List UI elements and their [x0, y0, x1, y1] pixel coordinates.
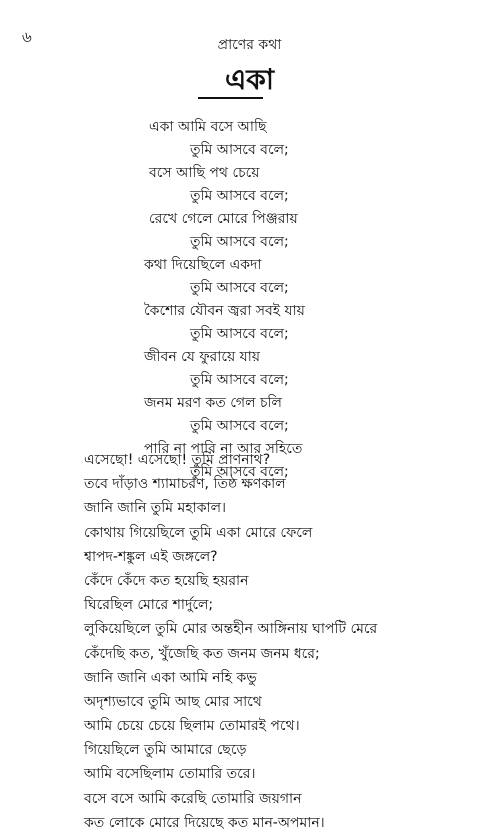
second-stanza	[84, 448, 494, 835]
refrain-verse-block	[0, 116, 499, 484]
stanza-line: অদৃশ্যভাবে তুমি আছ মোর সাথে	[84, 693, 262, 710]
stanza-line: লুকিয়েছিলে তুমি মোর অন্তহীন আঙ্গিনায় ঘাপটি মেরে	[84, 621, 378, 638]
verse-line: পারি না পারি না আর সহিতে	[144, 441, 303, 457]
stanza-line: কোথায় গিয়েছিলে তুমি একা মোরে ফেলে	[84, 524, 313, 541]
verse-line: বসে আছি পথ চেয়ে	[149, 165, 260, 181]
verse-line: তুমি আসবে বলে;	[190, 188, 289, 204]
verse-line: তুমি আসবে বলে;	[190, 280, 289, 296]
stanza-line: কেঁদেছি কত, খুঁজেছি কত জনম জনম ধরে;	[84, 645, 320, 662]
stanza-line: জানি জানি তুমি মহাকাল।	[84, 500, 227, 517]
verse-line: তুমি আসবে বলে;	[190, 372, 289, 388]
page-number: ৬	[22, 28, 32, 46]
stanza-line: বসে বসে আমি করেছি তোমারি জয়গান	[84, 790, 302, 807]
verse-line: একা আমি বসে আছি	[149, 119, 267, 135]
verse-line: তুমি আসবে বলে;	[190, 464, 289, 480]
stanza-line: তবে দাঁড়াও শ্যামাচরণ, তিষ্ঠ ক্ষণকাল	[84, 476, 286, 493]
stanza-line: আমি চেয়ে চেয়ে ছিলাম তোমারই পথে।	[84, 718, 300, 735]
stanza-line: কেঁদে কেঁদে কত হয়েছি হয়রান	[84, 572, 249, 589]
verse-line: তুমি আসবে বলে;	[190, 234, 289, 250]
verse-line: রেখে গেলে মোরে পিঞ্জরায়	[149, 211, 298, 227]
stanza-line: জানি জানি একা আমি নহি কভু	[84, 669, 257, 686]
stanza-line: ঘিরেছিল মোরে শার্দুলে;	[84, 597, 214, 614]
verse-line: কৈশোর যৌবন জ্বরা সবই যায়	[144, 303, 305, 319]
verse-line: জীবন যে ফুরায়ে যায়	[144, 349, 261, 365]
stanza-line: এসেছো! এসেছো! তুমি প্রাণনাথ?	[84, 452, 271, 468]
running-header: প্রাণের কথা	[217, 37, 282, 53]
verse-line: তুমি আসবে বলে;	[190, 326, 289, 342]
title-underline	[198, 97, 263, 99]
verse-line: কথা দিয়েছিলে একদা	[144, 257, 262, 273]
stanza-line: শ্বাপদ-শঙ্কুল এই জঙ্গলে?	[84, 548, 218, 565]
verse-line: তুমি আসবে বলে;	[190, 142, 289, 158]
verse-line: তুমি আসবে বলে;	[190, 418, 289, 434]
stanza-line: গিয়েছিলে তুমি আমারে ছেড়ে	[84, 742, 247, 759]
stanza-line: কত লোকে মোরে দিয়েছে কত মান-অপমান।	[84, 814, 325, 831]
stanza-line: আমি বসেছিলাম তোমারি তরে।	[84, 766, 256, 783]
verse-line: জনম মরণ কত গেল চলি	[144, 395, 282, 411]
poem-title: একা	[224, 63, 274, 96]
